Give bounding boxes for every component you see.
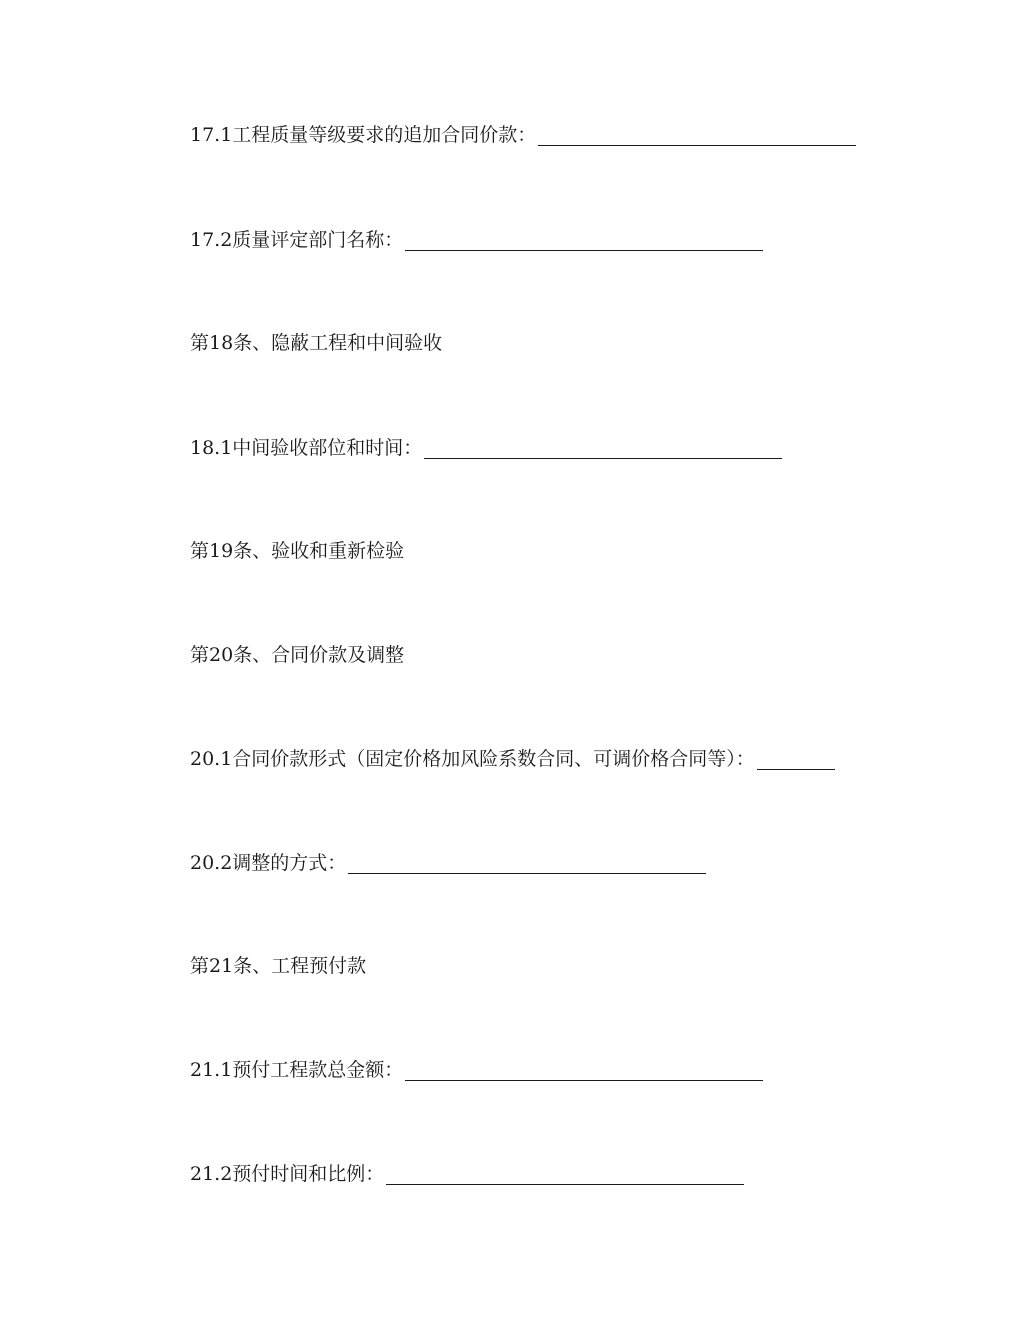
clause-17-1-blank-field[interactable] (538, 125, 856, 146)
article-20-heading: 第20条、合同价款及调整 (190, 644, 405, 666)
clause-20-1-line (190, 744, 835, 770)
clause-18-1-line (190, 433, 782, 459)
clause-18-1-blank-field[interactable] (424, 438, 782, 459)
clause-21-2-label: 21.2预付时间和比例： (190, 1163, 385, 1185)
article-18-heading-line (190, 328, 442, 354)
clause-21-2-blank-field[interactable] (386, 1164, 744, 1185)
clause-17-2-label: 17.2质量评定部门名称： (190, 229, 404, 251)
clause-20-2-label: 20.2调整的方式： (190, 852, 347, 874)
clause-17-1-label: 17.1工程质量等级要求的追加合同价款： (190, 124, 537, 146)
article-20-heading-line (190, 640, 404, 666)
clause-17-2-blank-field[interactable] (405, 230, 763, 251)
article-21-heading-line (190, 951, 366, 977)
clause-21-1-label: 21.1预付工程款总金额： (190, 1059, 404, 1081)
article-21-heading: 第21条、工程预付款 (190, 955, 367, 977)
article-19-heading: 第19条、验收和重新检验 (190, 540, 405, 562)
article-19-heading-line (190, 536, 404, 562)
clause-20-1-blank-field[interactable] (757, 749, 835, 770)
clause-21-1-line (190, 1055, 763, 1081)
clause-20-1-label: 20.1合同价款形式（固定价格加风险系数合同、可调价格合同等）： (190, 748, 755, 770)
clause-21-2-line (190, 1159, 744, 1185)
clause-21-1-blank-field[interactable] (405, 1060, 763, 1081)
clause-17-1-line (190, 120, 856, 146)
clause-18-1-label: 18.1中间验收部位和时间： (190, 437, 423, 459)
clause-20-2-line (190, 848, 706, 874)
clause-17-2-line (190, 225, 763, 251)
clause-20-2-blank-field[interactable] (348, 853, 706, 874)
article-18-heading: 第18条、隐蔽工程和中间验收 (190, 332, 443, 354)
